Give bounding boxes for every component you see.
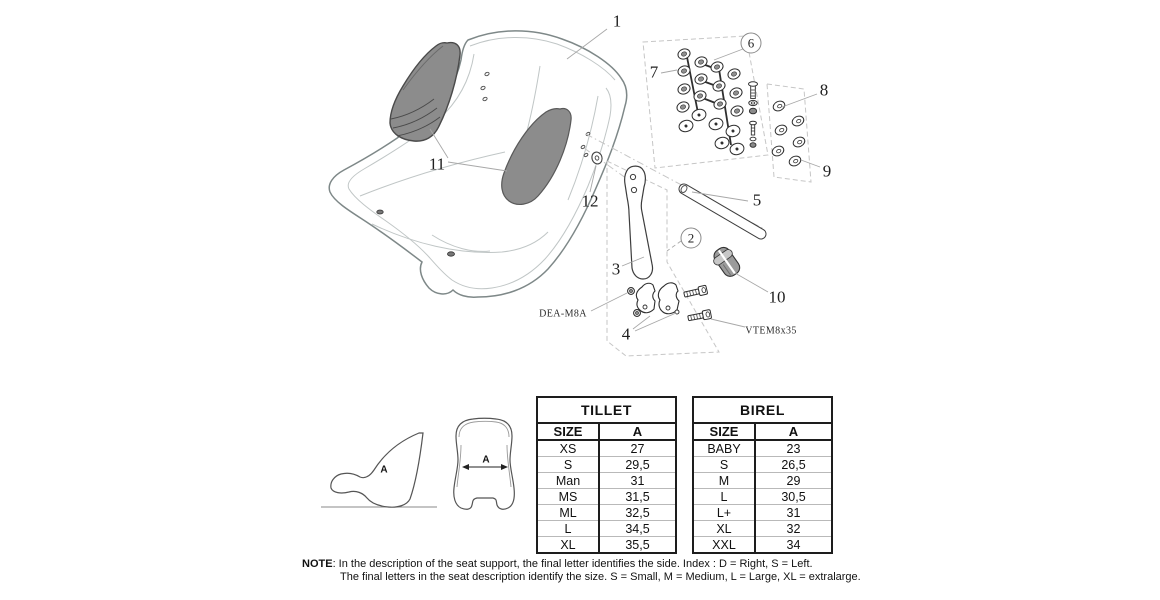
callout-6-label: 6 [747, 35, 755, 51]
value-cell: 31,5 [599, 489, 676, 505]
note-prefix: NOTE [302, 558, 333, 570]
value-cell: 23 [755, 440, 832, 457]
table-title: TILLET [537, 397, 676, 423]
value-cell: 34 [755, 537, 832, 554]
note-line-2: The final letters in the seat description identify the size. S = Small, M = Medium, L = Large, XL = extralarge. [340, 570, 861, 583]
size-cell: XXL [693, 537, 755, 554]
value-cell: 31 [599, 473, 676, 489]
size-cell: MS [537, 489, 599, 505]
callout-5: 5 [752, 190, 762, 210]
part-label-dea-m8a: DEA-M8A [539, 308, 587, 320]
table-row [537, 473, 676, 489]
note-block [302, 558, 861, 583]
value-cell: 29 [755, 473, 832, 489]
clamp-bolt [687, 309, 711, 322]
note-line-1-text: : In the description of the seat support, the final letter identifies the side. Index : D = Right, S = Left. [332, 558, 813, 570]
value-cell: 32,5 [599, 505, 676, 521]
note-line-1 [302, 558, 861, 571]
table-row [693, 473, 832, 489]
fastener-column [749, 82, 758, 148]
callout-4: 4 [621, 324, 631, 344]
dimension-a-front: A [482, 454, 490, 466]
table-row [537, 505, 676, 521]
value-cell: 27 [599, 440, 676, 457]
column-header-a: A [755, 423, 832, 440]
table-row [693, 440, 832, 457]
clamp-bolt [683, 285, 707, 299]
size-cell: S [537, 457, 599, 473]
size-cell: L+ [693, 505, 755, 521]
value-cell: 31 [755, 505, 832, 521]
seat-side-profile-figure [321, 433, 437, 507]
callout-12: 12 [581, 191, 599, 211]
value-cell: 30,5 [755, 489, 832, 505]
table-row [693, 457, 832, 473]
size-cell: XS [537, 440, 599, 457]
table-row [537, 489, 676, 505]
birel-size-table [692, 396, 833, 554]
value-cell: 34,5 [599, 521, 676, 537]
table-header-row [693, 423, 832, 440]
size-cell: XL [537, 537, 599, 554]
column-header-size: SIZE [693, 423, 755, 440]
table-row [537, 537, 676, 554]
column-header-a: A [599, 423, 676, 440]
column-header-size: SIZE [537, 423, 599, 440]
value-cell: 26,5 [755, 457, 832, 473]
size-cell: M [693, 473, 755, 489]
callout-7: 7 [649, 62, 659, 82]
tillet-size-table [536, 396, 677, 554]
callout-11: 11 [428, 154, 446, 174]
table-row [537, 457, 676, 473]
size-cell: Man [537, 473, 599, 489]
callout-2-label: 2 [687, 230, 695, 246]
table-header-row [537, 423, 676, 440]
callout-2 [681, 228, 702, 249]
table-row [693, 537, 832, 554]
washer-group [771, 99, 807, 167]
size-cell: ML [537, 505, 599, 521]
size-cell: XL [693, 521, 755, 537]
table-title: BIREL [693, 397, 832, 423]
size-cell: BABY [693, 440, 755, 457]
callout-8: 8 [819, 80, 829, 100]
callout-6 [741, 33, 762, 54]
callout-3: 3 [611, 259, 621, 279]
part-label-vtem8x35: VTEM8x35 [745, 325, 797, 337]
table-title-row [693, 397, 832, 423]
dimension-a-side: A [380, 464, 388, 476]
hardware-cluster [675, 47, 757, 156]
size-cell: L [693, 489, 755, 505]
seat-shell [329, 31, 626, 297]
table-row [537, 440, 676, 457]
size-cell: S [693, 457, 755, 473]
size-cell: L [537, 521, 599, 537]
table-row [693, 489, 832, 505]
table-row [693, 521, 832, 537]
value-cell: 35,5 [599, 537, 676, 554]
support-strut [625, 166, 653, 279]
callout-10: 10 [768, 287, 786, 307]
callout-1: 1 [612, 11, 622, 31]
table-row [537, 521, 676, 537]
table-row [693, 505, 832, 521]
value-cell: 32 [755, 521, 832, 537]
value-cell: 29,5 [599, 457, 676, 473]
clamp-set [628, 283, 712, 323]
table-title-row [537, 397, 676, 423]
callout-9: 9 [822, 161, 832, 181]
